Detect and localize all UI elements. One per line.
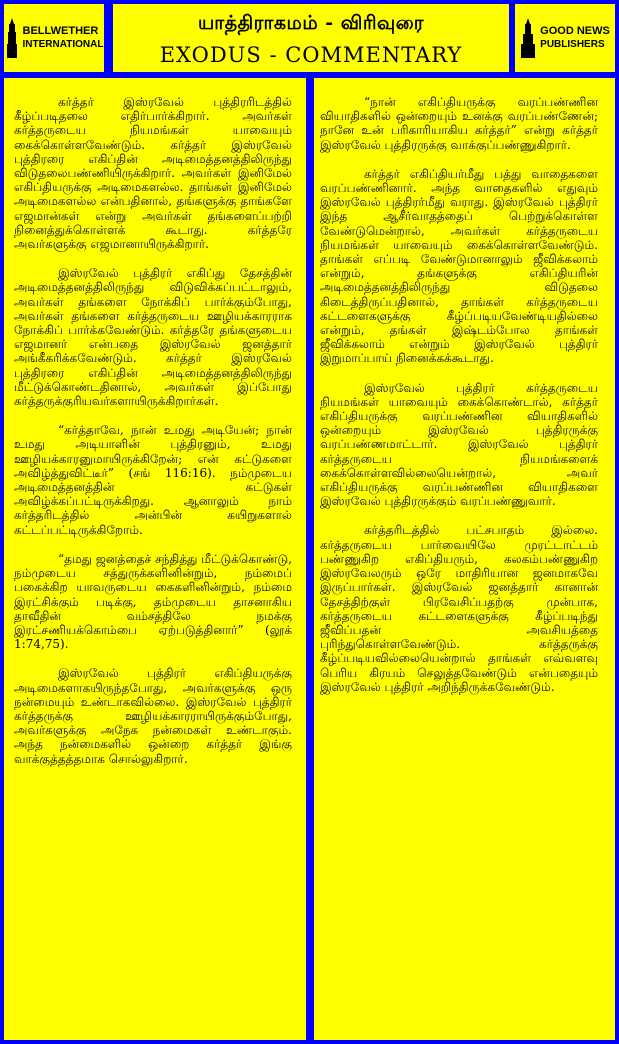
title-block bbox=[113, 4, 509, 72]
good-news-logo-text bbox=[540, 25, 610, 51]
left-column bbox=[14, 95, 292, 781]
frame-right bbox=[615, 0, 619, 1044]
good-news-logo bbox=[515, 4, 615, 72]
paragraph: கர்த்தரிடத்தில் பட்சபாதம் இல்லை. கர்த்தருடைய பார்வையிலே முரட்டாட்டம் பண்ணுகிற எகிப்தியரும், கலகம்பண்ணுகிற இஸ்ரவேலரும் ஒரே மாதிரியான ஜனமாகவே இருப்பார்கள். இஸ்ரவேல் ஜனத்தார் கானான் தேசத்திற்குள் பிரவேசிப்பதற்கு முன்பாக, கர்த்தருடைய கட்டளைகளுக்கு கீழ்ப்படிந்து ஜீவிப்பதன் அவசியத்தை புரிந்துகொள்ளவேண்டும். கர்த்தருக்கு கீழ்ப்படியவில்லையென்றால் தாங்கள் எவ்வளவு பெரிய கிரயம் செலுத்தவேண்டும் என்பதையும் இஸ்ரவேல் புத்திரர் அறிந்திருக்கவேண்டும். bbox=[320, 523, 598, 694]
paragraph: இஸ்ரவேல் புத்திரர் கர்த்தருடைய நியமங்கள் யாவையும் கைக்கொண்டால், கர்த்தர் எகிப்தியருக்கு வரப்பண்ணின வியாதிகளில் ஒன்றையும் இஸ்ரவேல் புத்திரருக்கு வரப்பண்ணமாட்டார். இஸ்ரவேல் புத்திரர் கர்த்தருடைய நியமங்களைக் கைக்கொள்ளவில்லையென்றால், அவர் எகிப்தியருக்கு வரப்பண்ணின வியாதிகளை இஸ்ரவேல் புத்திரருக்கும் வரப்பண்ணுவார். bbox=[320, 380, 598, 509]
bellwether-logo-text bbox=[23, 25, 104, 51]
left-logo-line1: BELLWETHER bbox=[22, 25, 99, 37]
header bbox=[0, 0, 619, 78]
page-title-tamil: யாத்திராகமம் - விரிவுரை bbox=[197, 12, 425, 34]
paragraph: “தமது ஜனத்தைச் சந்தித்து மீட்டுக்கொண்டு, நம்முடைய சத்துருக்களினின்றும், நம்மைப் பகைக்கிற யாவருடைய கைகளினின்றும், நம்மை இரட்சிக்கும் படிக்கு, தம்முடைய தாசனாகிய தாவீதின் வம்சத்திலே நமக்கு இரட்சணியக்கொம்பை ஏற்படுத்தினார்” (லூக் 1:74,75). bbox=[14, 551, 292, 652]
paragraph: கர்த்தர் இஸ்ரவேல் புத்திரரிடத்தில் கீழ்ப்படிதலை எதிர்பார்க்கிறார். அவர்கள் கர்த்தருடைய நியமங்கள் யாவையும் கைக்கொள்ளவேண்டும். கர்த்தர் இஸ்ரவேல் புத்திரரை எகிப்தின் அடிமைத்தனத்திலிருந்து விடுதலைபண்ணியிருக்கிறார். அவர்கள் இனிமேல் எகிப்தியருக்கு அடிமைகளல்ல. தாங்கள் இனிமேல் அடிமைகளல்ல என்பதினால், தங்களுக்கு தாங்களே எஜமான்கள் என்று அவர்கள் தங்களைப்பற்றி நினைத்துக்கொள்ளக் கூடாது. கர்த்தரே அவர்களுக்கு எஜமானாயிருக்கிறார். bbox=[14, 95, 292, 252]
bell-tower-icon bbox=[5, 18, 19, 58]
page-title-english: EXODUS - COMMENTARY bbox=[159, 43, 463, 67]
frame-column-divider bbox=[306, 78, 314, 1044]
paragraph: “நான் எகிப்தியருக்கு வரப்பண்ணின வியாதிகளில் ஒன்றையும் உனக்கு வரப்பண்ணேன்; நானே உன் பரிகாரியாகிய கர்த்தர்” என்று கர்த்தர் இஸ்ரவேல் புத்திரருக்கு வாக்குப்பண்ணுகிறார். bbox=[320, 95, 598, 152]
paragraph: இஸ்ரவேல் புத்திரர் எகிப்து தேசத்தின் அடிமைத்தனத்திலிருந்து விடுவிக்கப்பட்டாலும், அவர்கள் தங்களை நோக்கிப் பார்க்கும்போது, அவர்கள் தங்களை கர்த்தருடைய ஊழியக்காரராக நோக்கிப் பார்க்கவேண்டும். கர்த்தரே தங்களுடைய எஜமானர் என்பதை இஸ்ரவேல் ஜனத்தார் அங்கீகரிக்கவேண்டும். கர்த்தர் இஸ்ரவேல் புத்திரரை எகிப்தின் அடிமைத்தனத்திலிருந்து மீட்டுக்கொண்டதினால், அவர்கள் இப்போது கர்த்தருக்குரியவர்களாயிருக்கிறார்கள். bbox=[14, 266, 292, 409]
right-logo-line2: PUBLISHERS bbox=[540, 39, 605, 50]
right-column bbox=[320, 95, 598, 709]
tower-icon bbox=[520, 18, 536, 58]
paragraph: இஸ்ரவேல் புத்திரர் எகிப்தியருக்கு அடிமைகளாகயிருந்தபோது, அவர்களுக்கு ஒரு நன்மையும் உண்டாகவில்லை. இஸ்ரவேல் புத்திரர் கர்த்தருக்கு ஊழியக்காரராயிருக்கும்போது, அவர்களுக்கு அநேக நன்மைகள் உண்டாகும். அந்த நன்மைகளில் ஒன்றை கர்த்தர் இங்கு வாக்குத்தத்தமாக சொல்லுகிறார். bbox=[14, 666, 292, 766]
left-logo-line2: INTERNATIONAL bbox=[22, 39, 104, 50]
right-logo-line1: GOOD NEWS bbox=[540, 25, 610, 37]
frame-left bbox=[0, 0, 4, 1044]
bellwether-logo bbox=[4, 4, 104, 72]
paragraph: கர்த்தர் எகிப்தியர்மீது பத்து வாதைகளை வரப்பண்ணினார். அந்த வாதைகளில் எதுவும் இஸ்ரவேல் புத்திரர்மீது வராது. இஸ்ரவேல் புத்திரர் இந்த ஆசீர்வாதத்தைப் பெற்றுக்கொள்ள வேண்டுமென்றால், அவர்கள் கர்த்தருடைய நியமங்கள் யாவையும் கைக்கொள்ளவேண்டும். தாங்கள் எப்படி வேண்டுமானாலும் ஜீவிக்கலாம் என்றும், தங்களுக்கு எகிப்தியரின் அடிமைத்தனத்திலிருந்து விடுதலை கிடைத்திருப்பதினால், தாங்கள் கர்த்தருடைய கட்டளைகளுக்கு கீழ்ப்படியவேண்டியதில்லை என்றும், தங்கள் இஷ்டம்போல தாங்கள் ஜீவிக்கலாம் என்றும் இஸ்ரவேல் புத்திரர் இறுமாப்பாய் நினைக்கக்கூடாது. bbox=[320, 166, 598, 366]
paragraph: “கர்த்தாவே, நான் உமது அடியேன்; நான் உமது அடியாளின் புத்திரனும், உமது ஊழியக்காரனுமாயிருக்கிறேன்; என் கட்டுகளை அவிழ்த்துவிட்டீர்” (சங் 116:16). நம்முடைய அடிமைத்தனத்தின் கட்டுகள் அவிழ்க்கப்பட்டிருக்கிறது. ஆனாலும் நாம் கர்த்தரிடத்தில் அன்பின் கயிறுகளால் கட்டப்பட்டிருக்கிறோம். bbox=[14, 423, 292, 537]
